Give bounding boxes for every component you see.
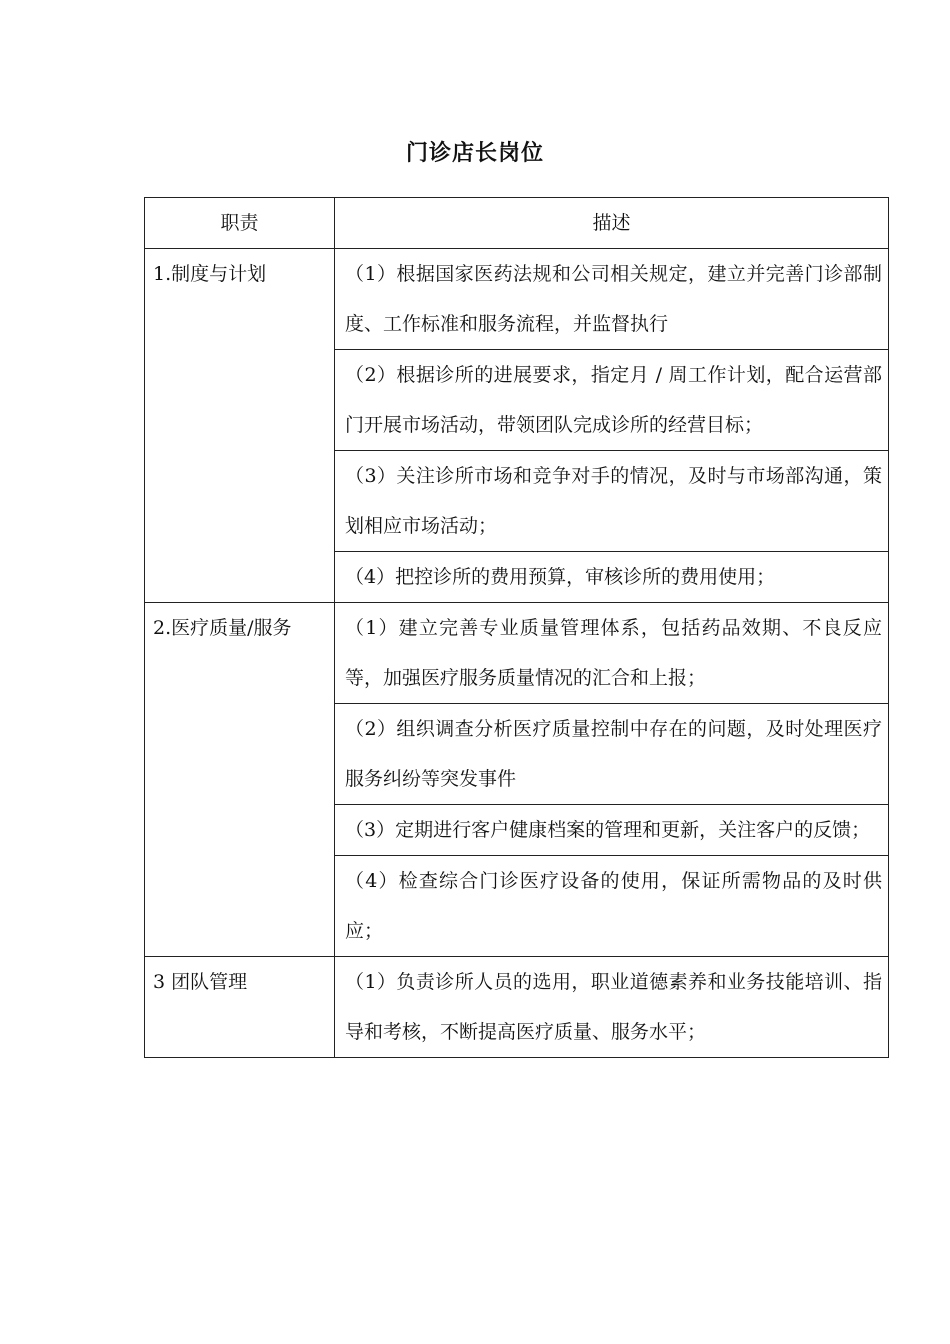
description-cell: （4）把控诊所的费用预算，审核诊所的费用使用； bbox=[335, 552, 889, 603]
table-row bbox=[145, 957, 889, 1058]
table-row bbox=[145, 603, 889, 704]
header-description: 描述 bbox=[335, 198, 889, 249]
description-cell: （2）根据诊所的进展要求，指定月 / 周工作计划，配合运营部门开展市场活动，带领团队完成诊所的经营目标； bbox=[335, 350, 889, 451]
header-duty: 职责 bbox=[145, 198, 335, 249]
description-cell: （3）关注诊所市场和竞争对手的情况，及时与市场部沟通，策划相应市场活动； bbox=[335, 451, 889, 552]
table-row bbox=[145, 249, 889, 350]
description-cell: （4）检查综合门诊医疗设备的使用，保证所需物品的及时供应； bbox=[335, 856, 889, 957]
duty-cell-team: 3 团队管理 bbox=[145, 957, 335, 1058]
description-cell: （1）根据国家医药法规和公司相关规定，建立并完善门诊部制度、工作标准和服务流程，并监督执行 bbox=[335, 249, 889, 350]
page-title: 门诊店长岗位 bbox=[405, 141, 544, 166]
description-cell: （1）建立完善专业质量管理体系，包括药品效期、不良反应等，加强医疗服务质量情况的汇合和上报； bbox=[335, 603, 889, 704]
description-cell: （3）定期进行客户健康档案的管理和更新，关注客户的反馈； bbox=[335, 805, 889, 856]
duty-cell-planning: 1.制度与计划 bbox=[145, 249, 335, 603]
duty-table bbox=[144, 197, 889, 1058]
description-cell: （1）负责诊所人员的选用，职业道德素养和业务技能培训、指导和考核，不断提高医疗质量、服务水平； bbox=[335, 957, 889, 1058]
duty-cell-quality: 2.医疗质量/服务 bbox=[145, 603, 335, 957]
table-header-row bbox=[145, 198, 889, 249]
description-cell: （2）组织调查分析医疗质量控制中存在的问题，及时处理医疗服务纠纷等突发事件 bbox=[335, 704, 889, 805]
